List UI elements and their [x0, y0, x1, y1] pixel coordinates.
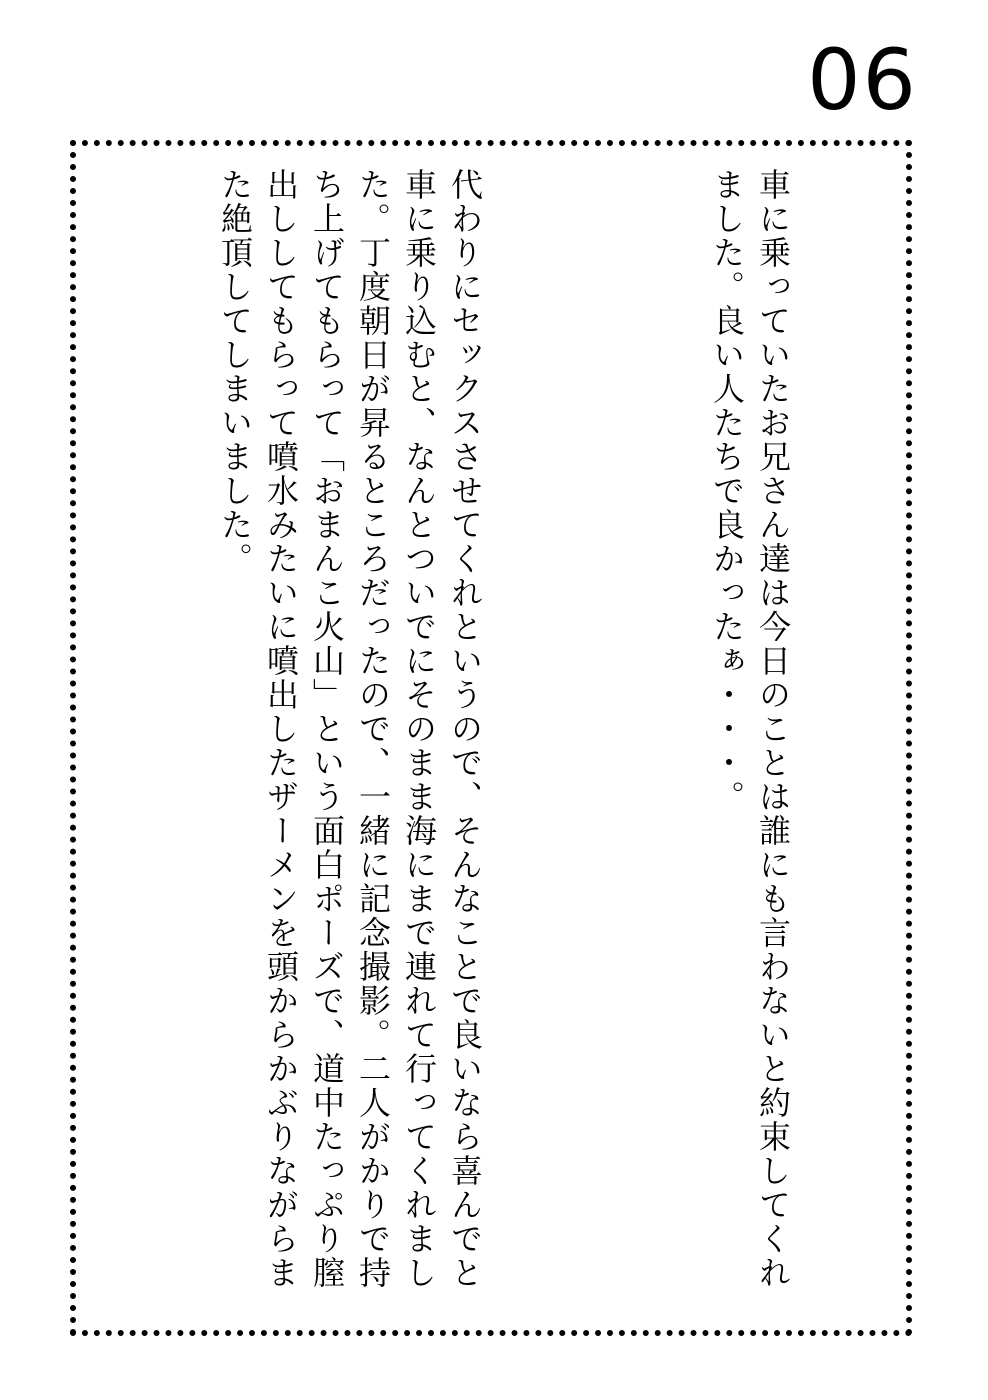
- paragraph-gap: [88, 168, 120, 1308]
- paragraph-2: 代わりにセックスさせてくれというので、そんなことで良いなら喜んでと車に乗り込むと、なんとついでにそのまま海にまで連れて行ってくれました。丁度朝日が昇るところだったので、一緒に記念撮影。二人がかりで持ち上げてもらって「おまんこ火山」という面白ポーズで、道中たっぷり膣出ししてもらって噴水みたいに噴出したザーメンを頭からかぶりながらまた絶頂してしまいました。: [216, 168, 484, 1290]
- body-text: [88, 168, 888, 1308]
- page-number: 06: [807, 31, 918, 129]
- paragraph-1: 車に乗っていたお兄さん達は今日のことは誰にも言わないと約束してくれました。良い人たちで良かったぁ・・・。: [708, 168, 792, 1290]
- paragraph-gap: [580, 168, 612, 1308]
